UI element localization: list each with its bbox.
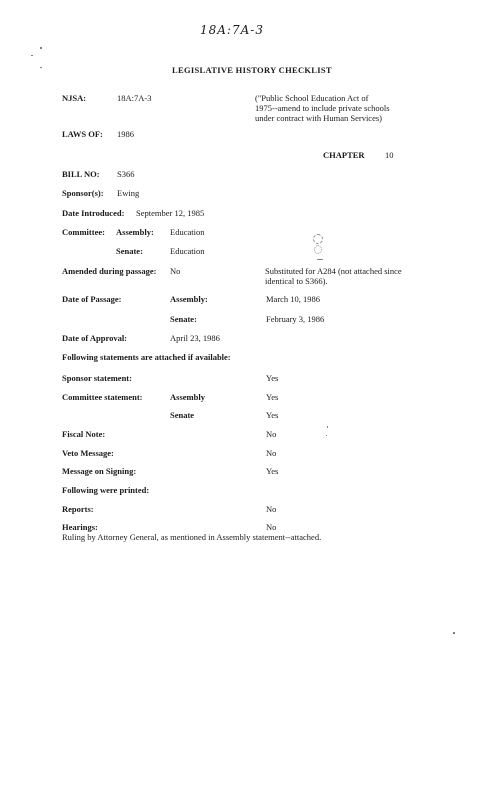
scan-speck (453, 632, 455, 634)
committee-statement-senate-value: Yes (266, 410, 279, 420)
sponsors-value: Ewing (117, 188, 140, 198)
chapter-value: 10 (385, 150, 394, 160)
hearings-value: No (266, 522, 277, 532)
committee-label: Committee: (62, 227, 105, 237)
date-introduced-label: Date Introduced: (62, 208, 125, 218)
veto-message-value: No (266, 448, 277, 458)
sponsor-statement-value: Yes (266, 373, 279, 383)
scan-speck (326, 435, 327, 436)
fiscal-note-label: Fiscal Note: (62, 429, 106, 439)
scan-speck (327, 426, 328, 428)
page-title: LEGISLATIVE HISTORY CHECKLIST (172, 65, 332, 75)
scan-smudge (317, 259, 323, 260)
hearings-label: Hearings: (62, 522, 98, 532)
sponsors-label: Sponsor(s): (62, 188, 104, 198)
scan-smudge (314, 245, 322, 254)
committee-assembly-label: Assembly: (116, 227, 154, 237)
description-line-2: 1975--amend to include private schools (255, 103, 390, 113)
scan-smudge (313, 234, 323, 244)
njsa-label: NJSA: (62, 93, 87, 103)
reports-value: No (266, 504, 277, 514)
scan-speck (40, 47, 42, 49)
chapter-label: CHAPTER (323, 150, 365, 160)
committee-statement-senate-label: Senate (170, 410, 195, 420)
laws-of-value: 1986 (117, 129, 134, 139)
laws-of-label: LAWS OF: (62, 129, 103, 139)
committee-statement-label: Committee statement: (62, 392, 143, 402)
date-of-approval-label: Date of Approval: (62, 333, 128, 343)
njsa-value: 18A:7A-3 (117, 93, 152, 103)
passage-assembly-value: March 10, 1986 (266, 294, 321, 304)
veto-message-label: Veto Message: (62, 448, 114, 458)
sponsor-statement-label: Sponsor statement: (62, 373, 132, 383)
passage-senate-value: February 3, 1986 (266, 314, 325, 324)
date-of-passage-label: Date of Passage: (62, 294, 122, 304)
committee-statement-assembly-value: Yes (266, 392, 279, 402)
bill-no-label: BILL NO: (62, 169, 100, 179)
message-on-signing-label: Message on Signing: (62, 466, 137, 476)
committee-assembly-value: Education (170, 227, 205, 237)
ruling-note: Ruling by Attorney General, as mentioned in Assembly statement--attached. (62, 532, 322, 542)
date-of-approval-value: April 23, 1986 (170, 333, 220, 343)
passage-senate-label: Senate: (170, 314, 197, 324)
description-line-3: under contract with Human Services) (255, 113, 382, 123)
committee-senate-label: Senate: (116, 246, 143, 256)
date-introduced-value: September 12, 1985 (136, 208, 205, 218)
amended-label: Amended during passage: (62, 266, 157, 276)
committee-senate-value: Education (170, 246, 205, 256)
bill-no-value: S366 (117, 169, 135, 179)
amended-note-line-2: identical to S366). (265, 276, 328, 286)
description-line-1: ("Public School Education Act of (255, 93, 369, 103)
amended-note-line-1: Substituted for A284 (not attached since (265, 266, 402, 276)
following-printed-heading: Following were printed: (62, 485, 150, 495)
scan-speck (31, 55, 33, 56)
scan-speck (40, 67, 42, 68)
fiscal-note-value: No (266, 429, 277, 439)
amended-value: No (170, 266, 181, 276)
handwritten-reference: 18A:7A-3 (200, 23, 264, 37)
committee-statement-assembly-label: Assembly (170, 392, 205, 402)
passage-assembly-label: Assembly: (170, 294, 208, 304)
message-on-signing-value: Yes (266, 466, 279, 476)
following-attached-heading: Following statements are attached if available: (62, 352, 231, 362)
reports-label: Reports: (62, 504, 94, 514)
